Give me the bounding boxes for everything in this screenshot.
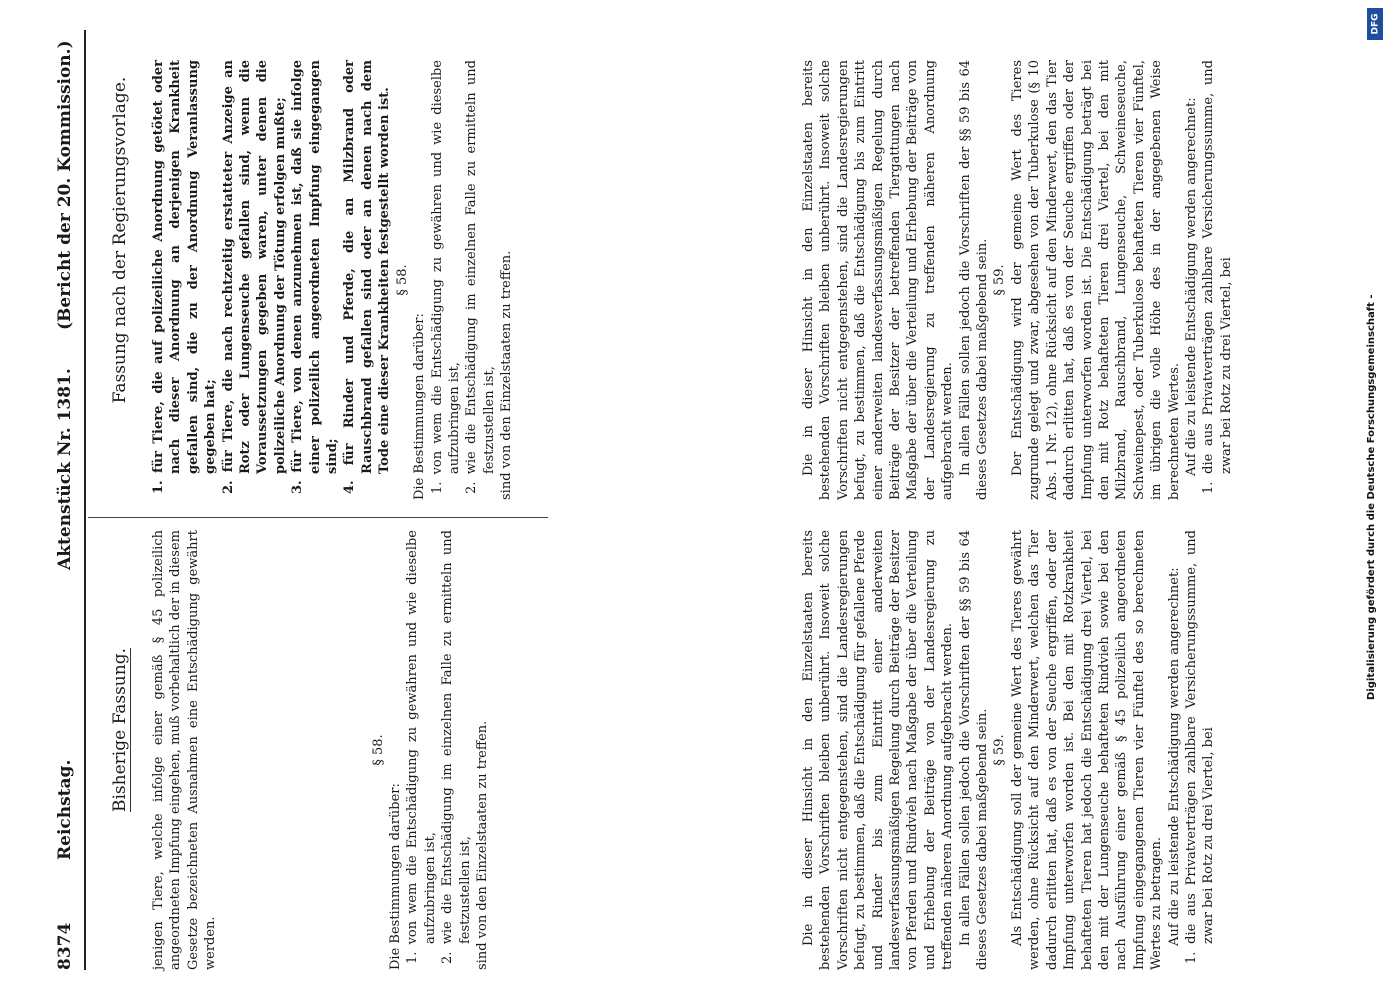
right-item2: 2. für Tiere, die nach rechtzeitig erstatteter Anzeige an Rotz oder Lungenseuche gefallen sind, wenn die Voraussetzungen gegeben waren, unter denen die polizeiliche Anordnung der Tötung erfolgen mußte; bbox=[220, 60, 288, 494]
left-upper-text bbox=[150, 530, 491, 970]
right-sec59-heading: § 59. bbox=[992, 264, 1008, 296]
page-number: 8374 bbox=[55, 922, 75, 970]
left-intro: jenigen Tiere, welche infolge einer gemäß § 45 polizeilich angeordneten Impfung eingehen, muß vorbehaltlich der in diesem Gesetze bezeichneten Ausnahmen eine Entschädigung gewährt werden. bbox=[151, 530, 219, 970]
right-item4: 4. für Rinder und Pferde, die an Milzbrand oder Rauschbrand gefallen sind oder an denen nach dem Tode eine dieser Krankheiten festgestellt worden ist. bbox=[342, 60, 393, 494]
right-sec58-item2: 2. wie die Entschädigung im einzelnen Falle zu ermitteln und festzustellen ist, bbox=[464, 60, 497, 494]
left-column-heading: Bisherige Fassung. bbox=[110, 648, 130, 812]
column-divider bbox=[88, 517, 548, 518]
right-column-heading: Fassung nach der Regierungsvorlage. bbox=[110, 76, 130, 404]
left-sec58-item1: 1. von wem die Entschädigung zu gewähren und wie dieselbe aufzubringen ist, bbox=[405, 530, 438, 964]
report-label: (Bericht der 20. Kommission.) bbox=[55, 40, 75, 330]
digitization-note: Digitalisierung gefördert durch die Deutsche Forschungsgemeinschaft - bbox=[1366, 294, 1377, 700]
right-sec59-item1: 1. die aus Privatverträgen zahlbare Versicherungssumme, und zwar bei Rotz zu drei Viertel, bei bbox=[1201, 60, 1234, 494]
right-sec59-text: Der Entschädigung wird der gemeine Wert des Tieres zugrunde gelegt und zwar, abgesehen von der Tuberkulose (§ 10 Abs. 1 Nr. 12), ohne Rücksicht auf den Minderwert, den das Tier dadurch erlitten hat, daß es von der Seuche ergriffen oder der Impfung unterworfen worden ist. Die Entschädigung beträgt bei den mit Rotz behafteten Tieren drei Viertel, bei den mit Milzbrand, Rauschbrand, Lungenseuche, Schweineseuche, Schweinepest, oder Tuberkulose behafteten Tieren vier Fünftel, im übrigen die volle Höhe des in der angegebenen Weise berechneten Wertes. bbox=[1009, 60, 1182, 500]
right-item1: 1. für Tiere, die auf polizeiliche Anordnung getötet oder nach dieser Anordnung an derjenigen Krankheit gefallen sind, die zu der Anordnung Veranlassung gegeben hat; bbox=[151, 60, 219, 494]
right-lower-text bbox=[800, 60, 1235, 500]
right-sec58-heading: § 58. bbox=[394, 264, 410, 296]
section-title: Reichstag. bbox=[55, 759, 75, 860]
left-sec58-close: sind von den Einzelstaaten zu treffen. bbox=[475, 720, 491, 970]
right-sec58-close: sind von den Einzelstaaten zu treffen. bbox=[499, 250, 515, 500]
left-sec59-heading: § 59. bbox=[992, 734, 1008, 766]
right-sec58-item1: 1. von wem die Entschädigung zu gewähren und wie dieselbe aufzubringen ist, bbox=[429, 60, 462, 494]
left-sec58-item2: 2. wie die Entschädigung im einzelnen Falle zu ermitteln und festzustellen ist, bbox=[440, 530, 473, 964]
page-header bbox=[55, 30, 85, 970]
right-sec59-p2: Auf die zu leistende Entschädigung werden angerechnet: bbox=[1183, 97, 1199, 476]
left-lower-p2: In allen Fällen sollen jedoch die Vorschriften der §§ 59 bis 64 dieses Gesetzes dabei maßgebend sein. bbox=[957, 530, 991, 970]
header-rule bbox=[84, 30, 86, 970]
left-sec58-heading: § 58. bbox=[370, 734, 386, 766]
left-sec58-intro: Die Bestimmungen darüber: bbox=[388, 783, 404, 970]
right-lower-p1: Die in dieser Hinsicht in den Einzelstaaten bereits bestehenden Vorschriften bleiben unberührt. Insoweit solche Vorschriften nicht entgegenstehen, sind die Landesregierungen befugt, zu bestimmen, daß die Entschädigung bis zum Eintritt einer anderweiten landesverfassungsmäßigen Regelung durch Beiträge der Besitzer der betreffenden Tiergattungen nach Maßgabe der über die Verteilung und Erhebung der Beiträge von der Landesregierung zu treffenden näheren Anordnung aufgebracht werden. bbox=[801, 60, 956, 500]
right-item3: 3. für Tiere, von denen anzunehmen ist, daß sie infolge einer polizeilich angeordneten Impfung eingegangen sind; bbox=[290, 60, 341, 494]
left-lower-p1: Die in dieser Hinsicht in den Einzelstaaten bereits bestehenden Vorschriften bleiben unberührt. Insoweit solche Vorschriften nicht entgegenstehen, sind die Landesregierungen befugt, zu bestimmen, daß die Entschädigung für gefallene Pferde und Rinder bis zum Eintritt einer anderweiten landesverfassungsmäßigen Regelung durch Beiträge der Besitzer von Pferden und Rindvieh nach Maßgabe der über die Verteilung und Erhebung der Beiträge von der Landesregierung zu treffenden näheren Anordnung aufgebracht werden. bbox=[801, 530, 956, 970]
right-upper-text bbox=[150, 60, 516, 500]
right-sec58-intro: Die Bestimmungen darüber: bbox=[412, 313, 428, 500]
left-sec59-item1: 1. die aus Privatverträgen zahlbare Versicherungssumme, und zwar bei Rotz zu drei Viertel, bei bbox=[1183, 530, 1217, 964]
dfg-logo: DFG bbox=[1367, 8, 1383, 40]
document-number: Aktenstück Nr. 1381. bbox=[55, 368, 75, 570]
right-lower-p2: In allen Fällen sollen jedoch die Vorschriften der §§ 59 bis 64 dieses Gesetzes dabei maßgebend sein. bbox=[957, 60, 991, 500]
left-sec59-p2: Auf die zu leistende Entschädigung werden angerechnet: bbox=[1166, 567, 1182, 946]
left-lower-text bbox=[800, 530, 1218, 970]
left-sec59-text: Als Entschädigung soll der gemeine Wert des Tieres gewährt werden, ohne Rücksicht auf den Minderwert, welchen das Tier dadurch erlitten hat, daß es von der Seuche ergriffen, oder der Impfung unterworfen worden ist. Bei den mit Rotzkrankheit behafteten Tieren hat jedoch die Entschädigung drei Viertel, bei den mit der Lungenseuche behafteten Rindvieh sowie bei den nach Ausführung einer gemäß § 45 polizeilich angeordneten Impfung eingegangenen Tieren vier Fünftel des so berechneten Wertes zu betragen. bbox=[1009, 530, 1165, 970]
